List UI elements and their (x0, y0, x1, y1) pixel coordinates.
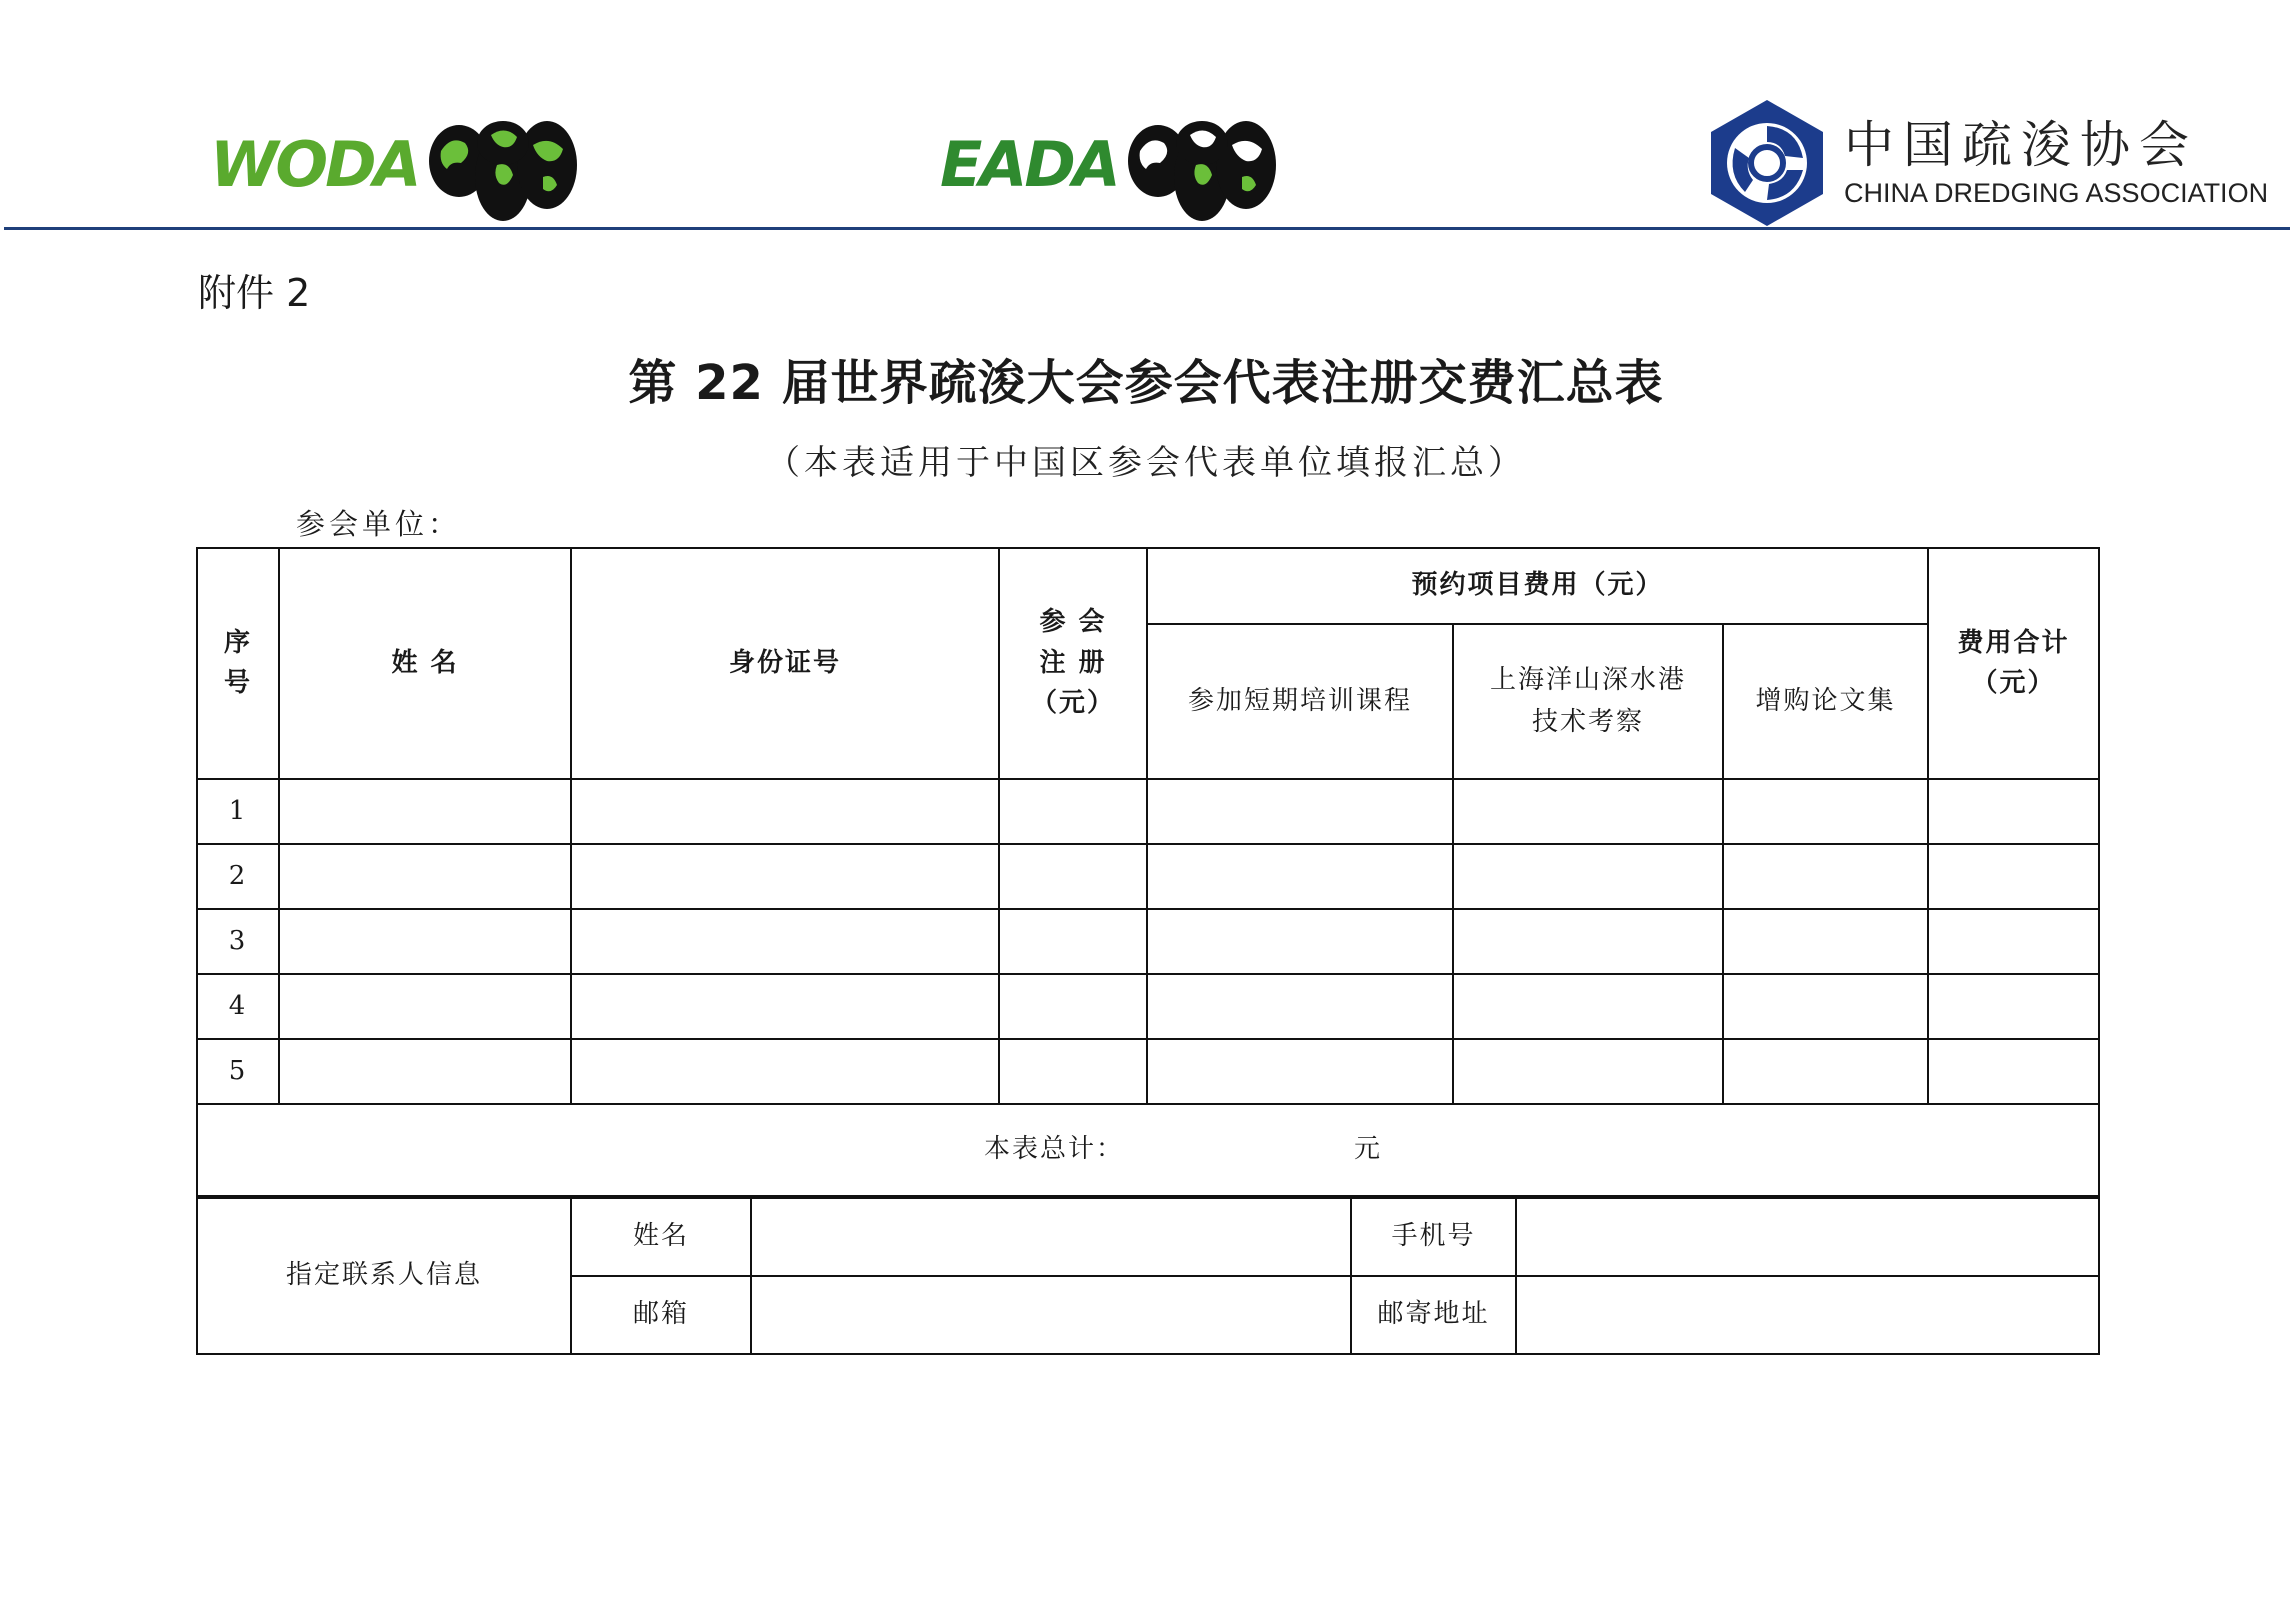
header-seq-line1: 序 (223, 627, 252, 658)
grand-total-row (197, 1104, 2099, 1196)
training-fee-cell[interactable] (1147, 909, 1453, 974)
table-row (197, 974, 2099, 1039)
header-divider (4, 227, 2290, 230)
total-fee-cell[interactable] (1928, 779, 2099, 844)
contact-table (196, 1197, 2100, 1355)
name-cell[interactable] (279, 974, 571, 1039)
page-title: 第 22 届世界疏浚大会参会代表注册交费汇总表 (628, 355, 1664, 411)
unit-label: 参会单位： (296, 507, 462, 541)
woda-logo (210, 105, 586, 225)
proceedings-fee-cell[interactable] (1723, 974, 1928, 1039)
contact-email-label: 邮箱 (571, 1276, 751, 1354)
total-fee-cell[interactable] (1928, 974, 2099, 1039)
training-fee-cell[interactable] (1147, 844, 1453, 909)
header-total-line2: （元） (1971, 667, 2056, 698)
name-cell[interactable] (279, 1039, 571, 1104)
eada-logo-text: EADA (940, 128, 1118, 201)
header-total (1928, 548, 2099, 779)
registration-table (196, 547, 2100, 1197)
grand-total-unit: 元 (1354, 1134, 1383, 1165)
id-number-cell[interactable] (571, 909, 999, 974)
header-optional-group: 预约项目费用（元） (1147, 548, 1928, 624)
training-fee-cell[interactable] (1147, 779, 1453, 844)
contact-address-label: 邮寄地址 (1351, 1276, 1516, 1354)
proceedings-fee-cell[interactable] (1723, 909, 1928, 974)
contact-mobile-field[interactable] (1516, 1198, 2099, 1276)
table-row (197, 1039, 2099, 1104)
header-seq-line2: 号 (223, 667, 252, 698)
tour-fee-cell[interactable] (1453, 779, 1723, 844)
header-total-line1: 费用合计 (1957, 627, 2070, 658)
tour-fee-cell[interactable] (1453, 909, 1723, 974)
header-training: 参加短期培训课程 (1147, 624, 1453, 779)
training-fee-cell[interactable] (1147, 1039, 1453, 1104)
woda-logo-text: WODA (210, 128, 419, 201)
grand-total-label: 本表总计： (983, 1134, 1124, 1165)
header-tour-line2: 技术考察 (1531, 706, 1644, 737)
id-number-cell[interactable] (571, 779, 999, 844)
table-row (197, 909, 2099, 974)
table-row (197, 844, 2099, 909)
header-reg-line3: （元） (1030, 688, 1115, 718)
header-registration-fee (999, 548, 1147, 779)
name-cell[interactable] (279, 779, 571, 844)
name-cell[interactable] (279, 909, 571, 974)
cda-emblem-icon (1705, 98, 1830, 228)
attachment-label: 附件 2 (198, 271, 311, 315)
id-number-cell[interactable] (571, 1039, 999, 1104)
total-fee-cell[interactable] (1928, 909, 2099, 974)
row-number: 5 (197, 1039, 279, 1104)
cda-name-cn: 中国疏浚协会 (1844, 115, 2198, 174)
registration-fee-cell[interactable] (999, 974, 1147, 1039)
page-subtitle: （本表适用于中国区参会代表单位填报汇总） (766, 443, 1526, 483)
contact-section-label: 指定联系人信息 (197, 1198, 571, 1354)
registration-fee-cell[interactable] (999, 779, 1147, 844)
total-fee-cell[interactable] (1928, 1039, 2099, 1104)
training-fee-cell[interactable] (1147, 974, 1453, 1039)
header-reg-line2: 注 册 (1039, 647, 1107, 678)
contact-mobile-label: 手机号 (1351, 1198, 1516, 1276)
registration-fee-cell[interactable] (999, 844, 1147, 909)
header-id-number: 身份证号 (571, 548, 999, 779)
row-number: 2 (197, 844, 279, 909)
header-name: 姓 名 (279, 548, 571, 779)
contact-address-field[interactable] (1516, 1276, 2099, 1354)
total-fee-cell[interactable] (1928, 844, 2099, 909)
id-number-cell[interactable] (571, 974, 999, 1039)
cda-name-en: CHINA DREDGING ASSOCIATION (1844, 177, 2269, 208)
proceedings-fee-cell[interactable] (1723, 844, 1928, 909)
tour-fee-cell[interactable] (1453, 1039, 1723, 1104)
registration-fee-cell[interactable] (999, 909, 1147, 974)
header-proceedings: 增购论文集 (1723, 624, 1928, 779)
header-tour (1453, 624, 1723, 779)
eada-logo (940, 105, 1285, 225)
contact-name-field[interactable] (751, 1198, 1351, 1276)
row-number: 3 (197, 909, 279, 974)
globe-lens-icon (1120, 105, 1285, 225)
row-number: 1 (197, 779, 279, 844)
header-reg-line1: 参 会 (1039, 607, 1107, 638)
tour-fee-cell[interactable] (1453, 844, 1723, 909)
id-number-cell[interactable] (571, 844, 999, 909)
header-seq (197, 548, 279, 779)
contact-email-field[interactable] (751, 1276, 1351, 1354)
proceedings-fee-cell[interactable] (1723, 779, 1928, 844)
row-number: 4 (197, 974, 279, 1039)
table-row (197, 779, 2099, 844)
tour-fee-cell[interactable] (1453, 974, 1723, 1039)
registration-fee-cell[interactable] (999, 1039, 1147, 1104)
cda-logo (1705, 98, 2268, 228)
contact-name-label: 姓名 (571, 1198, 751, 1276)
globe-lens-icon (421, 105, 586, 225)
proceedings-fee-cell[interactable] (1723, 1039, 1928, 1104)
name-cell[interactable] (279, 844, 571, 909)
header-tour-line1: 上海洋山深水港 (1489, 664, 1686, 695)
